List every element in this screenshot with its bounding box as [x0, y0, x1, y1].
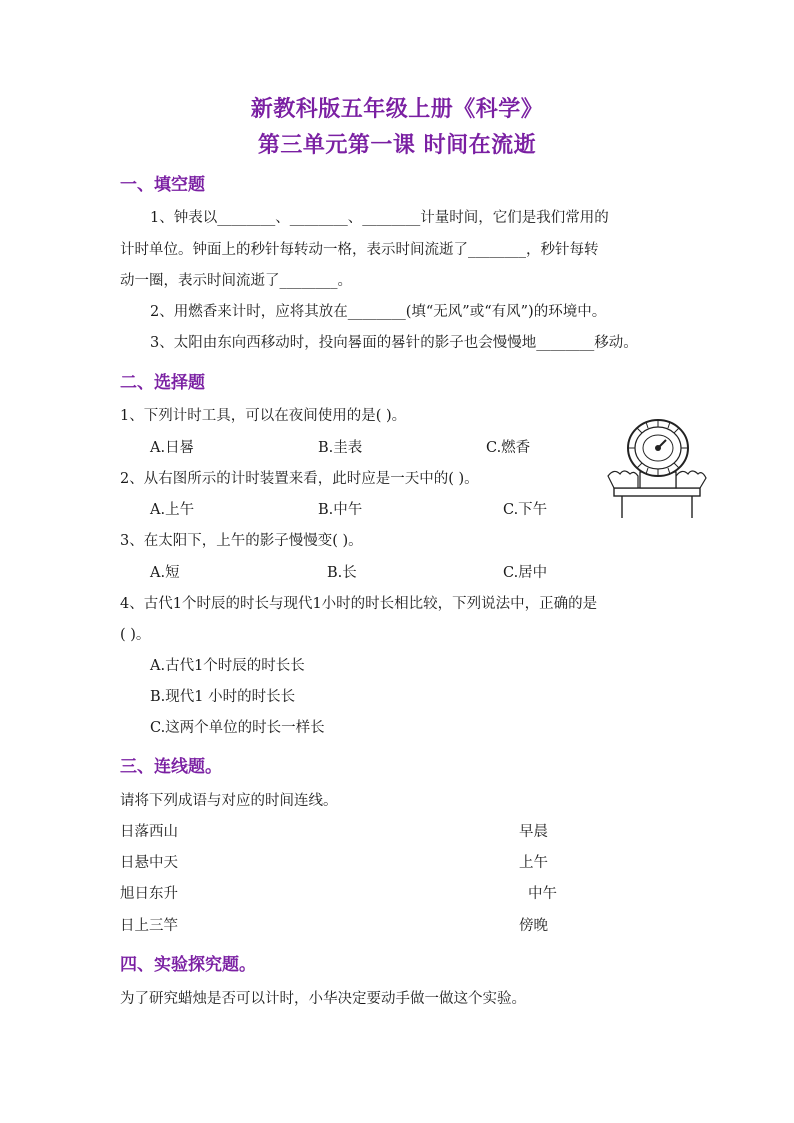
choice-q2-option-a: A.上午 — [150, 502, 195, 518]
sundial-cloud-left — [608, 471, 638, 488]
section-1-heading: 一、填空题 — [120, 175, 205, 195]
matching-right-item: 早晨 — [519, 824, 548, 840]
matching-right-item: 傍晚 — [519, 918, 548, 934]
choice-q2-option-b: B.中午 — [318, 502, 363, 518]
choice-q1-option-b: B.圭表 — [318, 440, 363, 456]
fill-q1-line2: 计时单位。钟面上的秒针每转动一格，表示时间流逝了________，秒针每转 — [120, 242, 599, 258]
matching-left-item: 日悬中天 — [120, 855, 178, 871]
section-2-heading: 二、选择题 — [120, 373, 205, 393]
choice-q1-option-a: A.日晷 — [150, 440, 195, 456]
fill-q1-line3: 动一圈，表示时间流逝了________。 — [120, 273, 352, 289]
choice-q1-stem: 1、下列计时工具，可以在夜间使用的是( )。 — [120, 408, 407, 424]
matching-right-item: 中午 — [528, 886, 557, 902]
matching-right-item: 上午 — [519, 855, 548, 871]
fill-q3: 3、太阳由东向西移动时，投向晷面的晷针的影子也会慢慢地________移动。 — [150, 335, 638, 351]
choice-q2-stem: 2、从右图所示的计时装置来看，此时应是一天中的( )。 — [120, 471, 479, 487]
choice-q4-option-c: C.这两个单位的时长一样长 — [150, 720, 325, 736]
section-4-heading: 四、实验探究题。 — [120, 955, 256, 975]
sundial-pedestal-top — [614, 488, 700, 496]
choice-q3-stem: 3、在太阳下，上午的影子慢慢变( )。 — [120, 533, 363, 549]
choice-q1-option-c: C.燃香 — [486, 440, 531, 456]
choice-q4-stem-line1: 4、古代1个时辰的时长与现代1小时的时长相比较，下列说法中，正确的是 — [120, 596, 598, 612]
choice-q4-option-b: B.现代1 小时的时长长 — [150, 689, 296, 705]
title-line-2: 第三单元第一课 时间在流逝 — [257, 133, 537, 158]
choice-q3-option-a: A.短 — [150, 565, 180, 581]
choice-q3-option-c: C.居中 — [503, 565, 548, 581]
choice-q4-stem-line2: ( )。 — [120, 627, 151, 643]
sundial-cloud-right — [676, 471, 706, 488]
fill-q1-line1: 1、钟表以________、________、________计量时间，它们是我们常用的 — [150, 210, 609, 226]
choice-q2-option-c: C.下午 — [503, 502, 548, 518]
matching-intro: 请将下列成语与对应的时间连线。 — [120, 793, 338, 809]
matching-left-item: 旭日东升 — [120, 886, 178, 902]
experiment-intro: 为了研究蜡烛是否可以计时，小华决定要动手做一做这个实验。 — [120, 991, 526, 1007]
choice-q3-option-b: B.长 — [327, 565, 357, 581]
choice-q4-option-a: A.古代1个时辰的时长长 — [150, 658, 305, 674]
fill-q2: 2、用燃香来计时，应将其放在________(填“无风”或“有风”)的环境中。 — [150, 304, 607, 320]
matching-left-item: 日上三竿 — [120, 918, 178, 934]
matching-left-item: 日落西山 — [120, 824, 178, 840]
sundial-illustration — [604, 414, 710, 520]
section-3-heading: 三、连线题。 — [120, 757, 222, 777]
title-line-1: 新教科版五年级上册《科学》 — [250, 97, 544, 122]
